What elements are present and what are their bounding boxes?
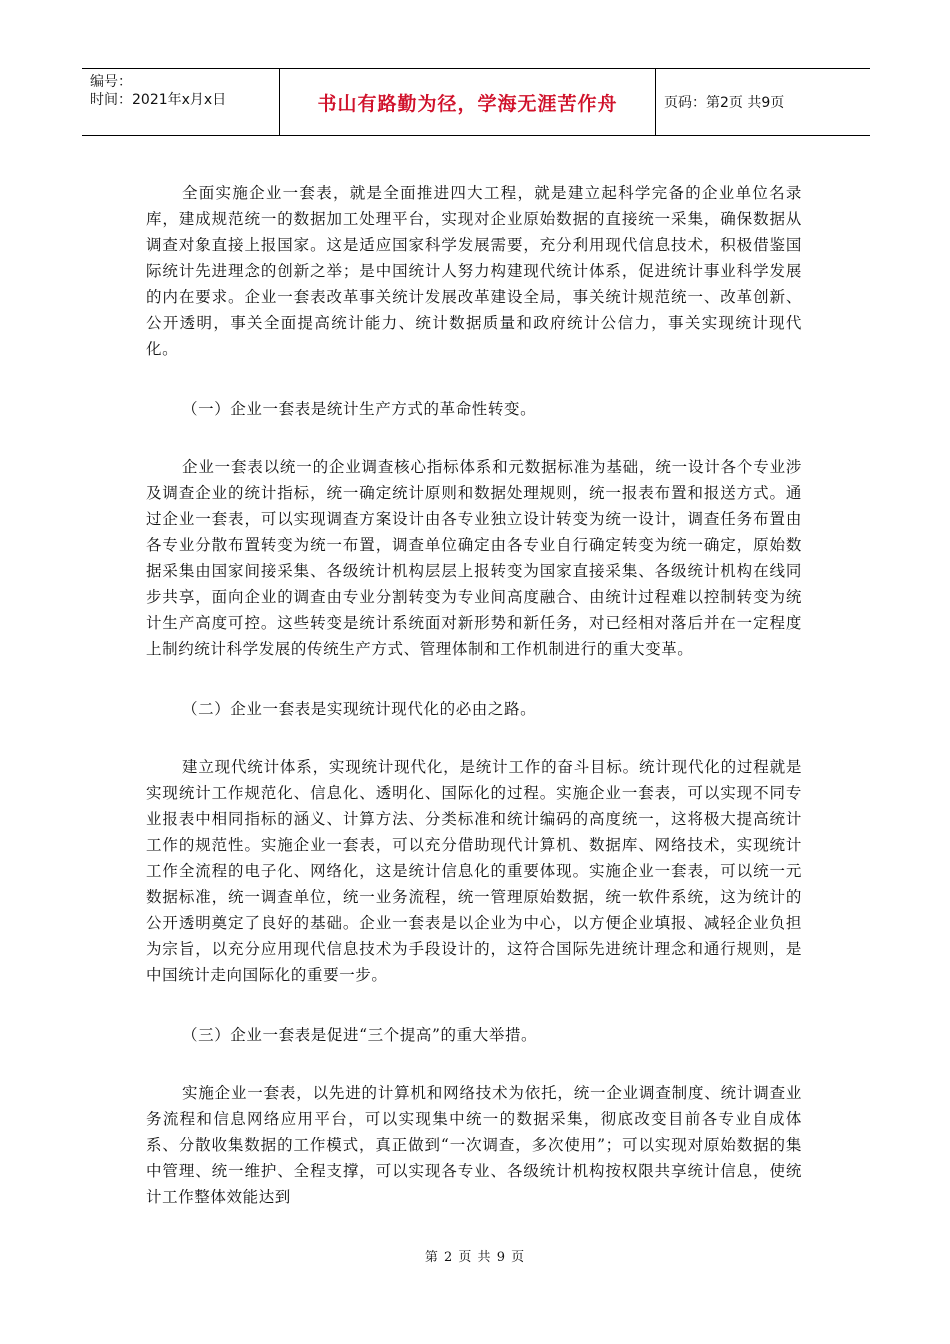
header-page-indicator: 页码：第2页 共9页 bbox=[664, 95, 785, 111]
page-header bbox=[82, 68, 870, 136]
page-footer: 第 2 页 共 9 页 bbox=[424, 1250, 526, 1265]
section-heading-3: （三）企业一套表是促进“三个提高”的重大举措。 bbox=[182, 1026, 538, 1044]
section-heading-2: （二）企业一套表是实现统计现代化的必由之路。 bbox=[182, 700, 537, 718]
document-time: 时间：2021年x月x日 bbox=[90, 92, 227, 108]
header-motto: 书山有路勤为径，学海无涯苦作舟 bbox=[280, 69, 656, 135]
header-meta bbox=[82, 69, 280, 135]
document-body bbox=[146, 180, 802, 1244]
document-number-label: 编号： bbox=[90, 74, 132, 90]
paragraph-section-3: 实施企业一套表，以先进的计算机和网络技术为依托，统一企业调查制度、统计调查业务流程和信息网络应用平台，可以实现集中统一的数据采集，彻底改变目前各专业自成体系、分散收集数据的工作模式，真正做到“一次调查，多次使用”；可以实现对原始数据的集中管理、统一维护、全程支撑，可以实现各专业、各级统计机构按权限共享统计信息，使统计工作整体效能达到 bbox=[146, 1084, 802, 1206]
section-heading-1: （一）企业一套表是统计生产方式的革命性转变。 bbox=[182, 400, 537, 418]
paragraph-intro: 全面实施企业一套表，就是全面推进四大工程，就是建立起科学完备的企业单位名录库，建成规范统一的数据加工处理平台，实现对企业原始数据的直接统一采集，确保数据从调查对象直接上报国家。这是适应国家科学发展需要，充分利用现代信息技术，积极借鉴国际统计先进理念的创新之举；是中国统计人努力构建现代统计体系，促进统计事业科学发展的内在要求。企业一套表改革事关统计发展改革建设全局，事关统计规范统一、改革创新、公开透明，事关全面提高统计能力、统计数据质量和政府统计公信力，事关实现统计现代化。 bbox=[146, 184, 802, 358]
paragraph-section-2: 建立现代统计体系，实现统计现代化，是统计工作的奋斗目标。统计现代化的过程就是实现统计工作规范化、信息化、透明化、国际化的过程。实施企业一套表，可以实现不同专业报表中相同指标的涵义、计算方法、分类标准和统计编码的高度统一，这将极大提高统计工作的规范性。实施企业一套表，可以充分借助现代计算机、数据库、网络技术，实现统计工作全流程的电子化、网络化，这是统计信息化的重要体现。实施企业一套表，可以统一元数据标准，统一调查单位，统一业务流程，统一管理原始数据，统一软件系统，这为统计的公开透明奠定了良好的基础。企业一套表是以企业为中心，以方便企业填报、减轻企业负担为宗旨，以充分应用现代信息技术为手段设计的，这符合国际先进统计理念和通行规则，是中国统计走向国际化的重要一步。 bbox=[146, 758, 802, 984]
paragraph-section-1: 企业一套表以统一的企业调查核心指标体系和元数据标准为基础，统一设计各个专业涉及调查企业的统计指标，统一确定统计原则和数据处理规则，统一报表布置和报送方式。通过企业一套表，可以实现调查方案设计由各专业独立设计转变为统一设计，调查任务布置由各专业分散布置转变为统一布置，调查单位确定由各专业自行确定转变为统一确定，原始数据采集由国家间接采集、各级统计机构层层上报转变为国家直接采集、各级统计机构在线同步共享，面向企业的调查由专业分割转变为专业间高度融合、由统计过程难以控制转变为统计生产高度可控。这些转变是统计系统面对新形势和新任务，对已经相对落后并在一定程度上制约统计科学发展的传统生产方式、管理体制和工作机制进行的重大变革。 bbox=[146, 458, 802, 658]
